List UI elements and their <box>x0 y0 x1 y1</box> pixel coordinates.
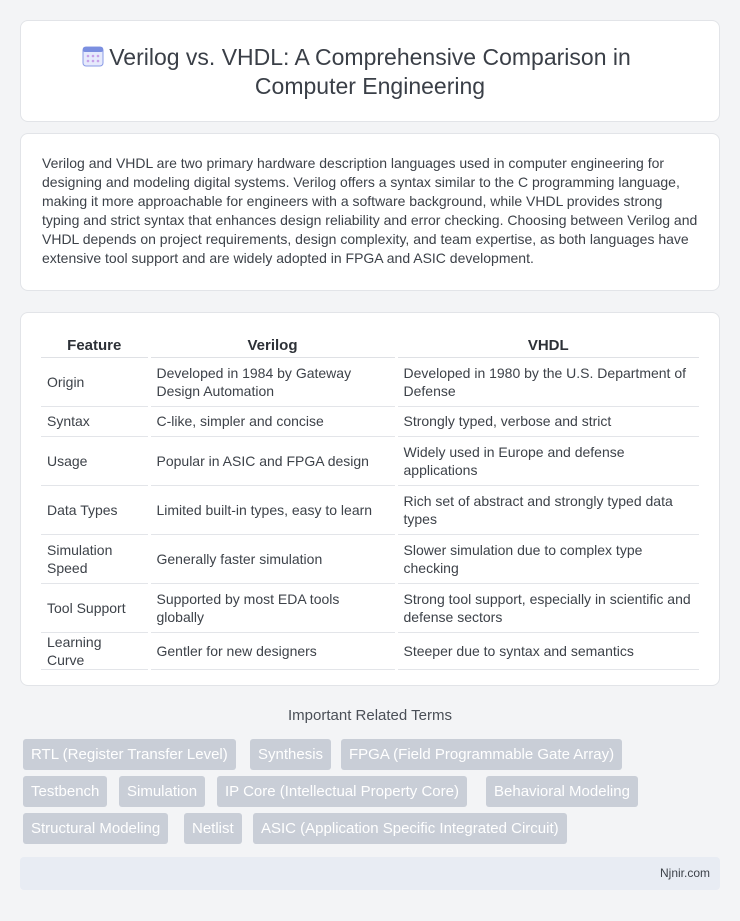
header-feature: Feature <box>41 335 149 357</box>
vhdl-cell: Developed in 1980 by the U.S. Department of Defense <box>396 357 699 406</box>
table-row <box>41 406 699 436</box>
vhdl-cell: Strongly typed, verbose and strict <box>396 406 699 436</box>
table-row <box>41 583 699 632</box>
header-verilog: Verilog <box>149 335 396 357</box>
page-title: Verilog vs. VHDL: A Comprehensive Comparison in Computer Engineering <box>109 44 631 99</box>
term-tag[interactable]: ASIC (Application Specific Integrated Circuit) <box>253 813 567 844</box>
verilog-cell: Limited built-in types, easy to learn <box>149 485 396 534</box>
term-tag[interactable]: RTL (Register Transfer Level) <box>23 739 236 770</box>
verilog-cell: Supported by most EDA tools globally <box>149 583 396 632</box>
intro-card <box>20 133 720 291</box>
verilog-cell: C-like, simpler and concise <box>149 406 396 436</box>
comparison-card <box>20 312 720 686</box>
footer-site-link[interactable]: Njnir.com <box>659 866 710 880</box>
term-tag[interactable]: IP Core (Intellectual Property Core) <box>217 776 467 807</box>
feature-cell: Usage <box>41 436 149 485</box>
header-vhdl: VHDL <box>396 335 699 357</box>
verilog-cell: Popular in ASIC and FPGA design <box>149 436 396 485</box>
feature-cell: Syntax <box>41 406 149 436</box>
header-card <box>20 20 720 122</box>
feature-cell: Simulation Speed <box>41 534 149 583</box>
table-row <box>41 485 699 534</box>
feature-cell: Learning Curve <box>41 632 149 669</box>
verilog-cell: Developed in 1984 by Gateway Design Automation <box>149 357 396 406</box>
verilog-cell: Gentler for new designers <box>149 632 396 669</box>
term-tag[interactable]: Synthesis <box>250 739 331 770</box>
feature-cell: Origin <box>41 357 149 406</box>
footer <box>20 857 720 890</box>
table-row <box>41 357 699 406</box>
vhdl-cell: Rich set of abstract and strongly typed data types <box>396 485 699 534</box>
related-terms-title: Important Related Terms <box>288 707 452 724</box>
feature-cell: Tool Support <box>41 583 149 632</box>
table-row <box>41 632 699 669</box>
feature-cell: Data Types <box>41 485 149 534</box>
term-tag[interactable]: Structural Modeling <box>23 813 168 844</box>
term-tag[interactable]: Testbench <box>23 776 107 807</box>
intro-paragraph: Verilog and VHDL are two primary hardware description languages used in computer engineering for designing and modeling digital systems. Verilog offers a syntax similar to the C programming language, making it more approachable for engineers with a software background, while VHDL provides strong typing and strict syntax that enhances design reliability and error checking. Choosing between Verilog and VHDL depends on project requirements, design complexity, and team expertise, as both languages have extensive tool support and are widely adopted in FPGA and ASIC development. <box>42 155 698 266</box>
vhdl-cell: Widely used in Europe and defense applications <box>396 436 699 485</box>
verilog-cell: Generally faster simulation <box>149 534 396 583</box>
comparison-table <box>41 335 699 670</box>
term-tag[interactable]: FPGA (Field Programmable Gate Array) <box>341 739 622 770</box>
vhdl-cell: Strong tool support, especially in scientific and defense sectors <box>396 583 699 632</box>
term-tag[interactable]: Simulation <box>119 776 205 807</box>
table-row <box>41 436 699 485</box>
table-row <box>41 534 699 583</box>
vhdl-cell: Slower simulation due to complex type checking <box>396 534 699 583</box>
term-tag[interactable]: Behavioral Modeling <box>486 776 638 807</box>
table-header-row <box>41 335 699 357</box>
term-tag[interactable]: Netlist <box>184 813 242 844</box>
vhdl-cell: Steeper due to syntax and semantics <box>396 632 699 669</box>
